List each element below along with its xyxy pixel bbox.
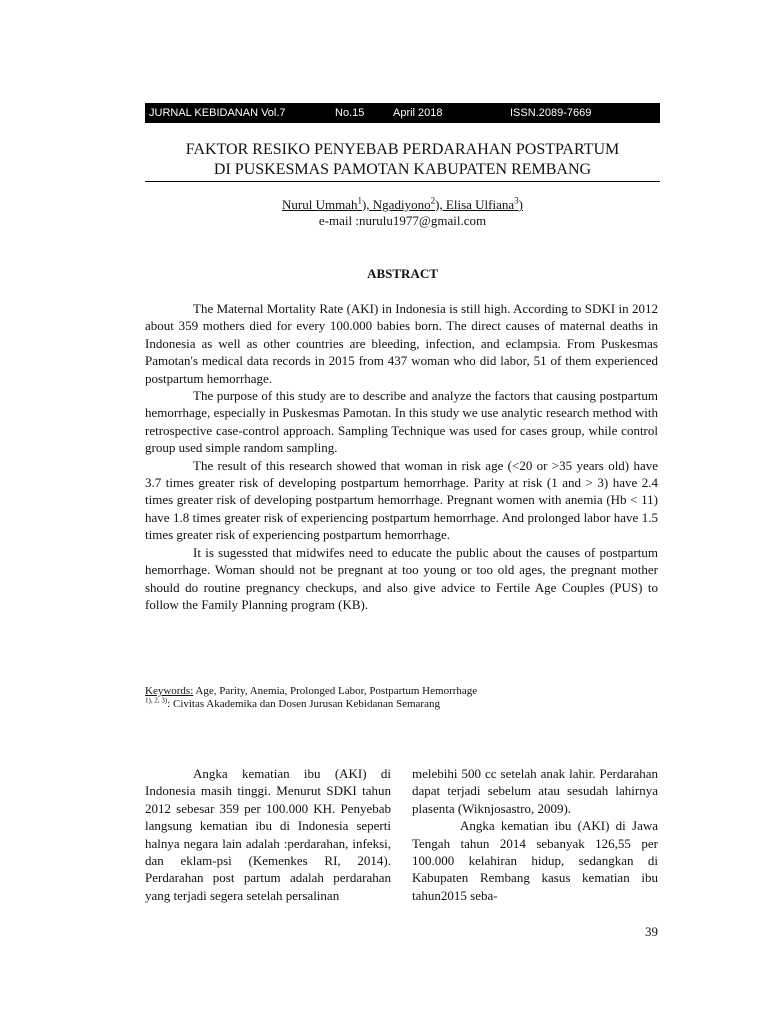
abstract-paragraph-4: It is sugessted that midwifes need to educate the public about the causes of postpartum hemorrhage. Woman should not be pregnant at too young or too old ages, the pregnant mother should do routine pregnancy checkups, and also give advice to Fertile Age Couples (PUS) to follow the Family Planning program (KB). [145, 544, 658, 612]
author-2-mark: 2 [430, 195, 436, 206]
journal-name: JURNAL KEBIDANAN Vol.7 [149, 107, 286, 119]
journal-header-bar [145, 103, 660, 123]
abstract-paragraph-2: The purpose of this study are to describe and analyze the factors that causing postpartum hemorrhage, especially in Puskesmas Pamotan. In this study we use analytic research method with retrospective case-control approach. Sampling Technique was used for cases group, while control group used simple random sampling. [145, 388, 658, 456]
author-1: Nurul Ummah [282, 197, 358, 212]
paper-title [145, 140, 660, 180]
keywords-label: Keywords: [145, 685, 194, 697]
page-number: 39 [645, 924, 658, 939]
abstract-heading: ABSTRACT [367, 266, 438, 281]
keywords-line [145, 684, 660, 698]
journal-date: April 2018 [393, 107, 443, 119]
author-names [145, 197, 660, 213]
abstract-body [145, 300, 658, 613]
author-1-mark: 1 [357, 195, 362, 206]
body-left-paragraph: Angka kematian ibu (AKI) di Indonesia masih tinggi. Menurut SDKI tahun 2012 sebesar 359 per 100.000 KH. Penyebab langsung kematian ibu di Indonesia seperti halnya negara lain adalah :perdarahan, infeksi, dan eklam-psi (Kemenkes RI, 2014). Perdarahan post partum adalah perdarahan yang terjadi segera setelah persalinan [145, 766, 391, 903]
affiliation-note [145, 697, 660, 711]
body-right-paragraph-2: Angka kematian ibu (AKI) di Jawa Tengah tahun 2014 sebanyak 126,55 per 100.000 kelahiran hidup, sedangkan di Kabupaten Rembang kasus kematian ibu tahun2015 seba- [412, 818, 658, 903]
body-column-left [145, 765, 391, 904]
journal-issue: No.15 [335, 107, 365, 119]
abstract-paragraph-3: The result of this research showed that woman in risk age (<20 or >35 years old) have 3.7 times greater risk of developing postpartum hemorrhage. Parity at risk (1 and > 3) have 2.4 times greater risk of developing postpartum hemorrhage. Pregnant women with anemia (Hb < 11) have 1.8 times greater risk of experiencing postpartum hemorrhage. And prolonged labor have 1.5 times greater risk of experiencing postpartum hemorrhage. [145, 457, 658, 543]
author-end: ) [518, 197, 523, 212]
body-column-right [412, 765, 658, 904]
title-divider [145, 181, 660, 182]
body-right-paragraph-1: melebihi 500 cc setelah anak lahir. Perdarahan dapat terjadi sebelum atau sesudah lahirnya plasenta (Wiknjosastro, 2009). [412, 766, 658, 816]
paper-title-line-1: FAKTOR RESIKO PENYEBAB PERDARAHAN POSTPARTUM [185, 141, 620, 158]
author-3-mark: 3 [514, 195, 519, 206]
affiliation-text: : Civitas Akademika dan Dosen Jurusan Kebidanan Semarang [167, 698, 440, 710]
keywords-text: Age, Parity, Anemia, Prolonged Labor, Postpartum Hemorrhage [193, 685, 478, 697]
author-block [145, 197, 660, 229]
author-3: ), Elisa Ulfiana [435, 197, 515, 212]
paper-title-line-2: DI PUSKESMAS PAMOTAN KABUPATEN REMBANG [213, 161, 592, 178]
affiliation-marks: 1), 2, 3) [145, 696, 168, 705]
abstract-paragraph-1: The Maternal Mortality Rate (AKI) in Indonesia is still high. According to SDKI in 2012 about 359 mothers died for every 100.000 babies born. The direct causes of maternal deaths in Indonesia as well as other countries are bleeding, infection, and eclampsia. From Puskesmas Pamotan's medical data records in 2015 from 437 woman who did labor, 51 of them experienced postpartum hemorrhage. [145, 301, 658, 386]
journal-issn: ISSN.2089-7669 [510, 107, 592, 119]
author-2: ), Ngadiyono [361, 197, 431, 212]
author-email: e-mail :nurulu1977@gmail.com [318, 213, 487, 228]
